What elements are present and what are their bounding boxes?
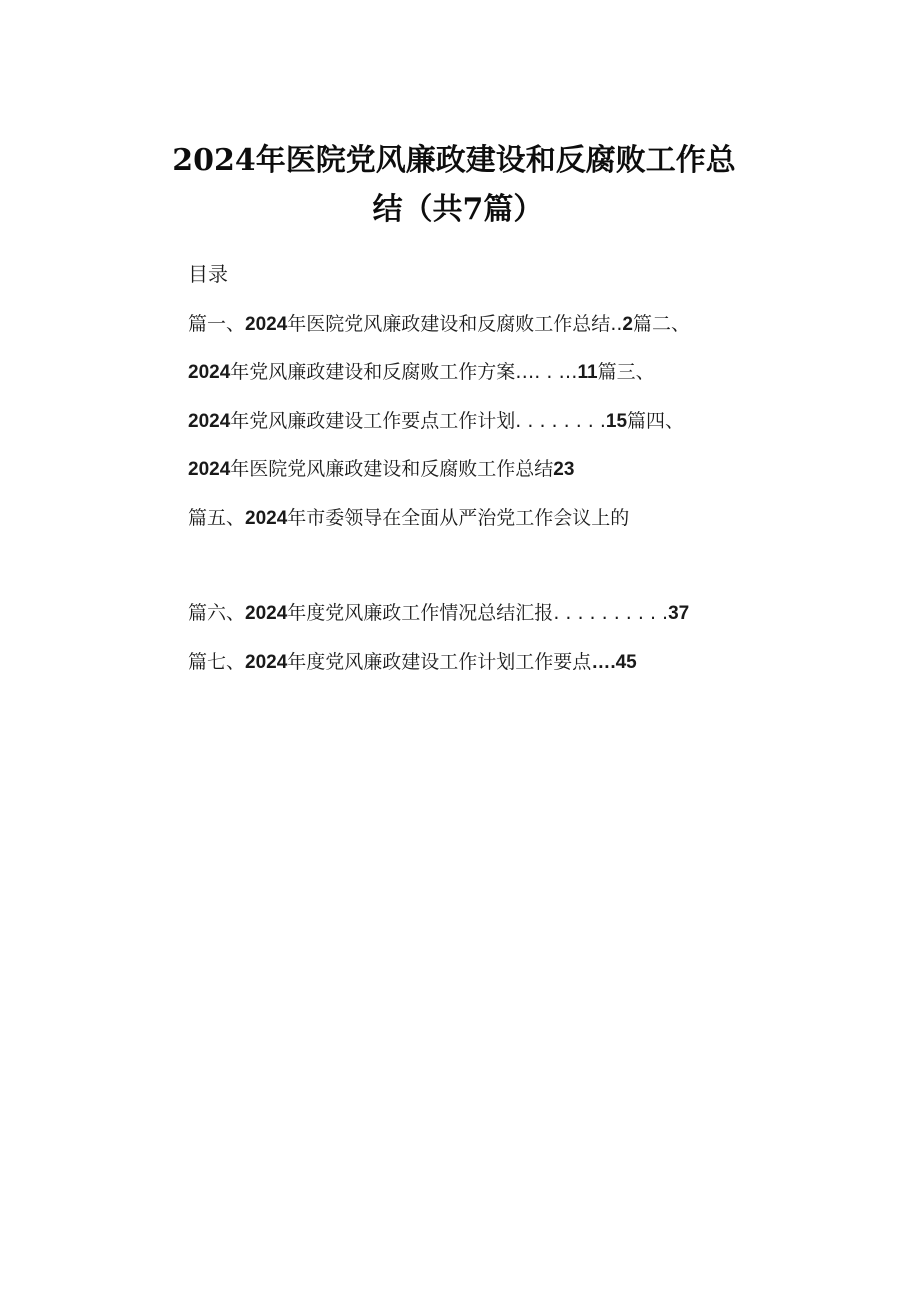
toc-entry-page: 23 (553, 459, 575, 480)
toc-entry-page: 37 (668, 603, 690, 624)
toc-heading: 目录 (188, 262, 228, 286)
toc-entry-prefix: 篇一、 (188, 313, 246, 335)
toc-entry-page: 2 (622, 314, 633, 335)
toc-entry-next: 篇二、 (632, 313, 690, 335)
toc-entry-next: 篇三、 (597, 361, 655, 383)
toc-entry-page: 11 (577, 362, 598, 383)
toc-entry-3[interactable] (188, 407, 684, 436)
toc-entry-year: 2024 (245, 652, 288, 673)
toc-entry-leader: . . . . . . . . (515, 410, 606, 432)
toc-entry-leader: …. . … (515, 361, 578, 383)
toc-entry-text: 年党风廉政建设工作要点工作计划 (230, 410, 516, 432)
toc-entry-year: 2024 (245, 314, 288, 335)
toc-entry-year: 2024 (245, 603, 288, 624)
toc-entry-7[interactable] (188, 648, 637, 677)
document-title-line-2: 结（共7篇） (372, 192, 544, 227)
document-title-line-1: 2024年医院党风廉政建设和反腐败工作总 (172, 143, 736, 178)
toc-entry-page: 45 (615, 652, 637, 673)
toc-entry-prefix: 篇七、 (188, 651, 246, 673)
toc-entry-text: 年市委领导在全面从严治党工作会议上的 (287, 507, 630, 529)
toc-entry-leader: . . . . . . . . . . (553, 602, 669, 624)
toc-entry-1[interactable] (188, 310, 690, 339)
toc-entry-6[interactable] (188, 599, 689, 628)
toc-entry-2[interactable] (188, 358, 655, 387)
toc-entry-year: 2024 (188, 362, 231, 383)
toc-entry-year: 2024 (188, 459, 231, 480)
toc-entry-text: 年度党风廉政工作情况总结汇报 (287, 602, 554, 624)
toc-entry-page: 15 (605, 411, 628, 432)
toc-entry-5[interactable] (188, 504, 629, 533)
toc-entry-text: 年医院党风廉政建设和反腐败工作总结 (287, 313, 611, 335)
toc-entry-leader: …. (591, 652, 616, 673)
toc-entry-year: 2024 (188, 411, 231, 432)
toc-entry-text: 年党风廉政建设和反腐败工作方案 (230, 361, 516, 383)
toc-entry-prefix: 篇六、 (188, 602, 246, 624)
toc-entry-text: 年度党风廉政建设工作计划工作要点 (287, 651, 592, 673)
toc-entry-4[interactable] (188, 455, 574, 484)
toc-entry-prefix: 篇五、 (188, 507, 246, 529)
toc-entry-text: 年医院党风廉政建设和反腐败工作总结 (230, 458, 554, 480)
toc-entry-year: 2024 (245, 508, 288, 529)
toc-entry-next: 篇四、 (627, 410, 685, 432)
toc-entry-leader: .. (610, 313, 623, 335)
